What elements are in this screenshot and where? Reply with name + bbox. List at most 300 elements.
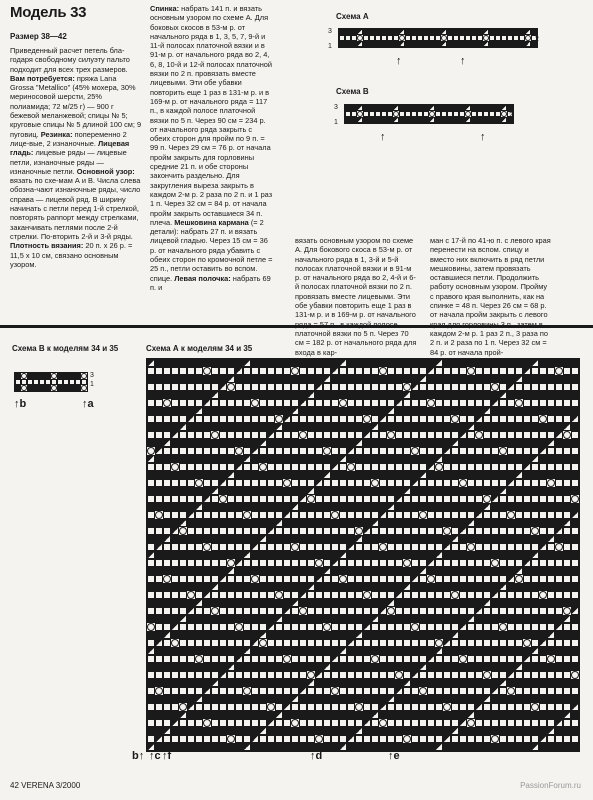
chart-cell — [507, 559, 515, 567]
chart-cell — [315, 655, 323, 663]
chart-cell — [507, 711, 515, 719]
chart-cell — [299, 615, 307, 623]
chart-cell — [371, 575, 379, 583]
chart-cell — [499, 631, 507, 639]
chart-cell — [299, 367, 307, 375]
chart-cell — [411, 623, 419, 631]
chart-cell — [283, 479, 291, 487]
chart-cell — [411, 495, 419, 503]
chart-cell — [491, 623, 499, 631]
chart-cell — [315, 383, 323, 391]
chart-cell — [323, 599, 331, 607]
chart-cell — [187, 743, 195, 751]
chart-cell — [267, 559, 275, 567]
chart-cell — [235, 575, 243, 583]
chart-cell — [443, 367, 451, 375]
chart-cell — [491, 687, 499, 695]
chart-cell — [203, 623, 211, 631]
chart-cell — [435, 607, 443, 615]
chart-cell — [547, 479, 555, 487]
chart-cell — [283, 631, 291, 639]
chart-cell — [163, 727, 171, 735]
chart-cell — [299, 719, 307, 727]
chart-cell — [259, 639, 267, 647]
chart-cell — [563, 431, 571, 439]
chart-cell — [531, 727, 539, 735]
chart-cell — [475, 543, 483, 551]
chart-cell — [179, 719, 187, 727]
chart-cell — [451, 631, 459, 639]
chart-cell — [451, 527, 459, 535]
chart-cell — [347, 743, 355, 751]
chart-cell — [187, 463, 195, 471]
chart-cell — [331, 591, 339, 599]
chart-cell — [315, 663, 323, 671]
chart-cell — [227, 639, 235, 647]
chart-cell — [403, 487, 411, 495]
chart-cell — [347, 575, 355, 583]
chart-cell — [155, 655, 163, 663]
chart-cell — [507, 639, 515, 647]
chart-cell — [563, 647, 571, 655]
chart-cell — [411, 599, 419, 607]
chart-cell — [355, 415, 363, 423]
chart-cell — [147, 631, 155, 639]
chart-cell — [451, 407, 459, 415]
chart-cell — [379, 407, 387, 415]
chart-cell — [371, 375, 379, 383]
chart-cell — [491, 583, 499, 591]
chart-cell — [443, 455, 451, 463]
chart-cell — [259, 719, 267, 727]
chart-cell — [539, 431, 547, 439]
chart-cell — [427, 455, 435, 463]
chart-cell — [339, 367, 347, 375]
chart-cell — [459, 423, 467, 431]
chart-cell — [203, 631, 211, 639]
chart-cell — [275, 463, 283, 471]
chart-cell — [307, 735, 315, 743]
chart-cell — [203, 711, 211, 719]
chart-cell — [291, 527, 299, 535]
chart-cell — [571, 495, 579, 503]
chart-cell — [323, 703, 331, 711]
chart-cell — [555, 655, 563, 663]
chart-cell — [395, 671, 403, 679]
chart-cell — [211, 711, 219, 719]
chart-cell — [339, 503, 347, 511]
chart-cell — [531, 703, 539, 711]
chart-cell — [475, 375, 483, 383]
chart-cell — [539, 527, 547, 535]
chart-cell — [299, 559, 307, 567]
chart-cell — [387, 735, 395, 743]
chart-cell — [491, 695, 499, 703]
chart-cell — [195, 503, 203, 511]
chart-cell — [403, 495, 411, 503]
chart-cell — [435, 599, 443, 607]
chart-cell — [179, 575, 187, 583]
chart-cell — [291, 583, 299, 591]
chart-cell — [203, 511, 211, 519]
chart-cell — [443, 615, 451, 623]
chart-cell — [155, 447, 163, 455]
chart-cell — [275, 735, 283, 743]
chart-cell — [491, 407, 499, 415]
chart-cell — [451, 671, 459, 679]
chart-cell — [483, 543, 491, 551]
chart-cell — [339, 479, 347, 487]
chart-cell — [539, 591, 547, 599]
chart-cell — [435, 703, 443, 711]
chart-cell — [483, 711, 491, 719]
chart-cell — [451, 655, 459, 663]
chart-cell — [467, 391, 475, 399]
chart-cell — [467, 567, 475, 575]
chart-cell — [539, 663, 547, 671]
chart-cell — [267, 391, 275, 399]
chart-cell — [523, 471, 531, 479]
chart-cell — [179, 743, 187, 751]
chart-cell — [395, 687, 403, 695]
chart-cell — [467, 439, 475, 447]
chart-cell — [371, 399, 379, 407]
chart-cell — [387, 703, 395, 711]
chart-cell — [563, 599, 571, 607]
chart-cell — [571, 631, 579, 639]
chart-cell — [443, 583, 451, 591]
chart-cell — [171, 551, 179, 559]
chart-cell — [203, 575, 211, 583]
chart-cell — [515, 639, 523, 647]
chart-cell — [339, 439, 347, 447]
chart-cell — [331, 623, 339, 631]
chart-cell — [323, 735, 331, 743]
chart-cell — [147, 479, 155, 487]
chart-cell — [251, 407, 259, 415]
chart-cell — [155, 591, 163, 599]
chart-cell — [195, 487, 203, 495]
chart-cell — [171, 591, 179, 599]
chart-cell — [243, 471, 251, 479]
chart-cell — [251, 599, 259, 607]
chart-cell — [483, 375, 491, 383]
chart-cell — [355, 687, 363, 695]
chart-cell — [411, 391, 419, 399]
chart-cell — [323, 655, 331, 663]
chart-cell — [283, 695, 291, 703]
chart-cell — [315, 639, 323, 647]
chart-cell — [227, 647, 235, 655]
chart-cell — [307, 711, 315, 719]
chart-cell — [219, 567, 227, 575]
chart-cell — [147, 583, 155, 591]
chart-cell — [299, 535, 307, 543]
chart-cell — [163, 591, 171, 599]
chart-cell — [251, 415, 259, 423]
chart-cell — [427, 687, 435, 695]
chart-cell — [387, 463, 395, 471]
chart-cell — [355, 447, 363, 455]
chart-cell — [387, 655, 395, 663]
chart-cell — [187, 439, 195, 447]
chart-cell — [267, 479, 275, 487]
chart-cell — [419, 399, 427, 407]
chart-cell — [275, 527, 283, 535]
chart-cell — [427, 567, 435, 575]
chart-cell — [211, 471, 219, 479]
chart-cell — [155, 535, 163, 543]
chart-cell — [363, 471, 371, 479]
chart-cell — [531, 495, 539, 503]
chart-cell — [283, 455, 291, 463]
chart-cell — [475, 455, 483, 463]
chart-cell — [443, 471, 451, 479]
chart-cell — [387, 647, 395, 655]
chart-cell — [483, 623, 491, 631]
chart-cell — [187, 607, 195, 615]
chart-cell — [515, 519, 523, 527]
chart-cell — [339, 583, 347, 591]
chart-cell — [427, 431, 435, 439]
chart-cell — [203, 735, 211, 743]
chart-cell — [323, 647, 331, 655]
chart-cell — [555, 615, 563, 623]
chart-cell — [459, 479, 467, 487]
chart-cell — [395, 639, 403, 647]
chart-cell — [331, 719, 339, 727]
chart-cell — [515, 735, 523, 743]
chart-cell — [491, 439, 499, 447]
chart-cell — [243, 511, 251, 519]
chart-cell — [163, 543, 171, 551]
chart-cell — [459, 607, 467, 615]
chart-cell — [243, 487, 251, 495]
chart-cell — [291, 623, 299, 631]
chart-cell — [523, 583, 531, 591]
chart-cell — [467, 407, 475, 415]
chart-cell — [363, 487, 371, 495]
chart-cell — [363, 375, 371, 383]
chart-cell — [339, 495, 347, 503]
chart-cell — [259, 727, 267, 735]
chart-cell — [427, 511, 435, 519]
chart-cell — [267, 447, 275, 455]
scheme-a-grid — [338, 28, 538, 48]
chart-cell — [555, 743, 563, 751]
chart-cell — [219, 503, 227, 511]
chart-cell — [459, 495, 467, 503]
chart-cell — [459, 679, 467, 687]
chart-cell — [355, 599, 363, 607]
chart-cell — [379, 535, 387, 543]
chart-cell — [235, 399, 243, 407]
chart-cell — [403, 663, 411, 671]
chart-cell — [483, 591, 491, 599]
chart-cell — [387, 583, 395, 591]
chart-cell — [547, 519, 555, 527]
chart-cell — [403, 607, 411, 615]
chart-cell — [163, 567, 171, 575]
chart-cell — [323, 527, 331, 535]
chart-cell — [507, 607, 515, 615]
chart-cell — [227, 487, 235, 495]
chart-cell — [235, 559, 243, 567]
chart-cell — [491, 447, 499, 455]
chart-cell — [411, 695, 419, 703]
chart-cell — [251, 503, 259, 511]
chart-cell — [451, 367, 459, 375]
chart-cell — [315, 463, 323, 471]
chart-cell — [451, 487, 459, 495]
chart-cell — [299, 391, 307, 399]
chart-cell — [339, 599, 347, 607]
chart-cell — [171, 415, 179, 423]
chart-cell — [171, 703, 179, 711]
chart-cell — [499, 695, 507, 703]
chart-cell — [195, 647, 203, 655]
chart-cell — [555, 423, 563, 431]
chart-cell — [187, 735, 195, 743]
chart-cell — [499, 359, 507, 367]
chart-cell — [427, 503, 435, 511]
chart-cell — [307, 511, 315, 519]
chart-cell — [419, 367, 427, 375]
chart-cell — [443, 495, 451, 503]
chart-cell — [427, 495, 435, 503]
chart-cell — [211, 719, 219, 727]
chart-cell — [563, 639, 571, 647]
chart-cell — [235, 711, 243, 719]
chart-cell — [283, 679, 291, 687]
chart-cell — [291, 495, 299, 503]
chart-cell — [419, 519, 427, 527]
chart-cell — [283, 575, 291, 583]
chart-cell — [171, 359, 179, 367]
chart-cell — [427, 479, 435, 487]
column-text-segment: Основной узор: — [76, 166, 135, 176]
chart-cell — [507, 463, 515, 471]
chart-cell — [491, 719, 499, 727]
chart-cell — [547, 703, 555, 711]
chart-cell — [403, 527, 411, 535]
chart-cell — [155, 703, 163, 711]
chart-cell — [331, 375, 339, 383]
chart-cell — [347, 487, 355, 495]
chart-cell — [283, 663, 291, 671]
chart-cell — [243, 391, 251, 399]
chart-cell — [259, 479, 267, 487]
chart-cell — [275, 391, 283, 399]
scheme-a2-grid — [146, 358, 580, 752]
chart-cell — [371, 463, 379, 471]
chart-cell — [467, 495, 475, 503]
chart-cell — [419, 615, 427, 623]
chart-cell — [539, 703, 547, 711]
chart-cell — [555, 527, 563, 535]
chart-cell — [379, 543, 387, 551]
chart-cell — [395, 727, 403, 735]
chart-cell — [315, 679, 323, 687]
chart-cell — [155, 527, 163, 535]
chart-cell — [171, 567, 179, 575]
chart-cell — [531, 415, 539, 423]
chart-cell — [459, 415, 467, 423]
chart-cell — [283, 583, 291, 591]
chart-cell — [515, 423, 523, 431]
chart-cell — [403, 415, 411, 423]
chart-cell — [563, 623, 571, 631]
chart-cell — [443, 463, 451, 471]
chart-cell — [179, 599, 187, 607]
chart-cell — [371, 711, 379, 719]
chart-cell — [259, 367, 267, 375]
chart-cell — [227, 519, 235, 527]
chart-cell — [555, 671, 563, 679]
chart-cell — [259, 703, 267, 711]
chart-cell — [243, 407, 251, 415]
chart-cell — [451, 359, 459, 367]
chart-cell — [347, 711, 355, 719]
chart-cell — [555, 487, 563, 495]
chart-cell — [419, 407, 427, 415]
chart-cell — [555, 503, 563, 511]
chart-cell — [363, 583, 371, 591]
chart-cell — [331, 463, 339, 471]
chart-cell — [307, 359, 315, 367]
chart-cell — [291, 471, 299, 479]
chart-cell — [315, 703, 323, 711]
chart-cell — [179, 431, 187, 439]
chart-cell — [251, 471, 259, 479]
chart-cell — [443, 407, 451, 415]
chart-cell — [235, 735, 243, 743]
chart-cell — [475, 391, 483, 399]
chart-cell — [179, 439, 187, 447]
chart-cell — [315, 447, 323, 455]
chart-cell — [347, 663, 355, 671]
chart-cell — [251, 639, 259, 647]
chart-cell — [339, 399, 347, 407]
chart-cell — [427, 551, 435, 559]
chart-cell — [475, 607, 483, 615]
chart-cell — [147, 679, 155, 687]
chart-cell — [163, 511, 171, 519]
chart-cell — [219, 647, 227, 655]
chart-cell — [419, 639, 427, 647]
chart-cell — [171, 431, 179, 439]
chart-cell — [243, 727, 251, 735]
chart-cell — [443, 511, 451, 519]
chart-cell — [235, 567, 243, 575]
chart-cell — [483, 399, 491, 407]
chart-cell — [563, 503, 571, 511]
chart-cell — [539, 439, 547, 447]
chart-cell — [403, 647, 411, 655]
chart-cell — [435, 383, 443, 391]
chart-cell — [219, 679, 227, 687]
chart-cell — [163, 655, 171, 663]
chart-cell — [211, 599, 219, 607]
chart-cell — [187, 495, 195, 503]
chart-cell — [435, 463, 443, 471]
chart-cell — [203, 567, 211, 575]
chart-cell — [147, 455, 155, 463]
chart-cell — [347, 559, 355, 567]
chart-cell — [267, 735, 275, 743]
chart-cell — [179, 487, 187, 495]
chart-cell — [523, 431, 531, 439]
